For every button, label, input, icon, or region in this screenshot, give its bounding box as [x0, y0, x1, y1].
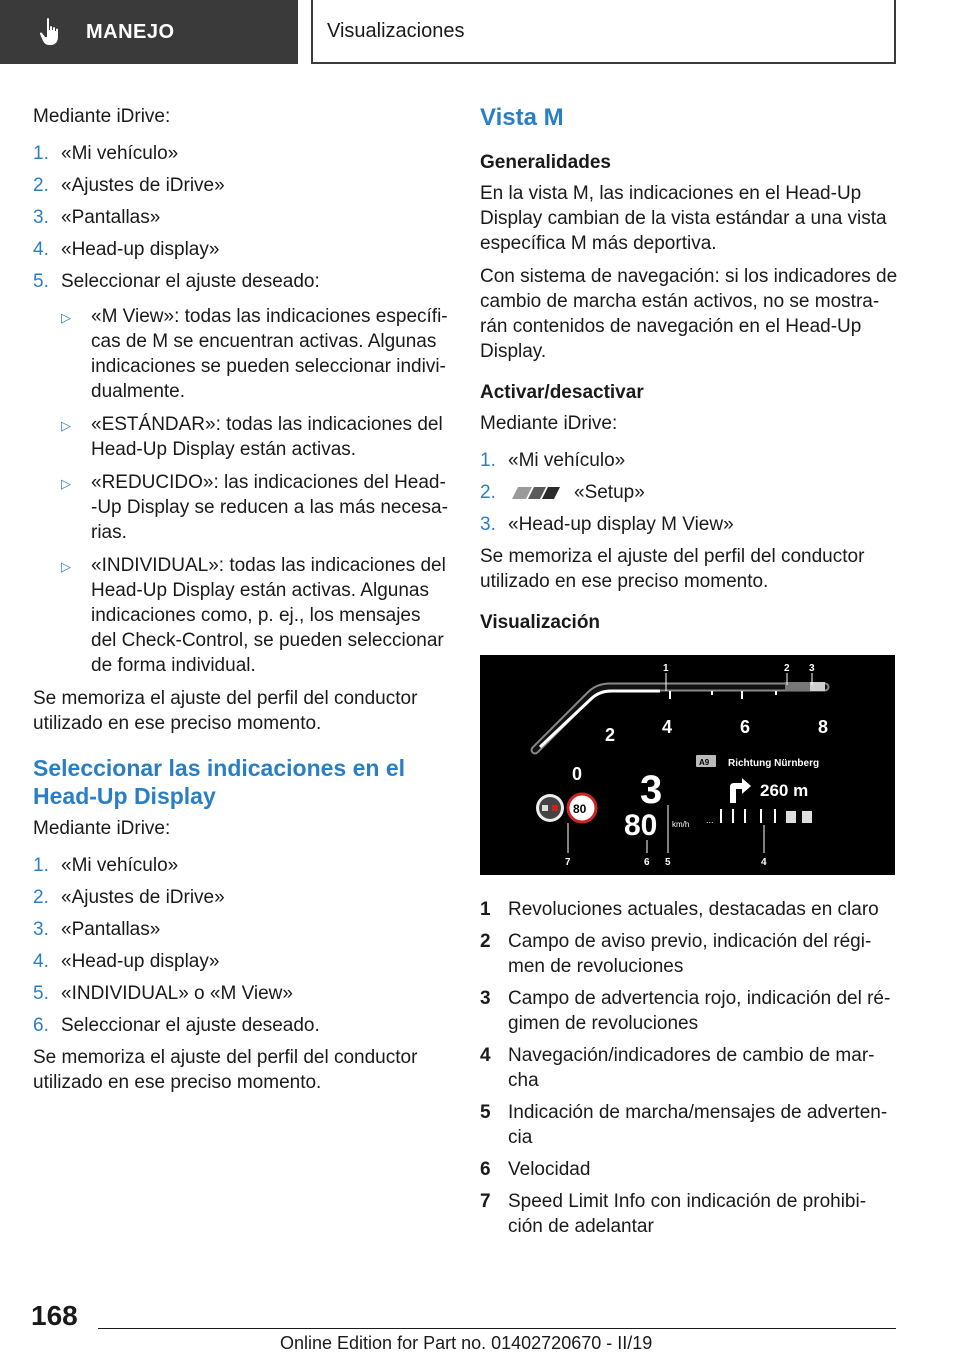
turn-right-arrow-icon [730, 778, 751, 803]
list-item: 2. «Setup» [480, 482, 645, 503]
callout-label: 7 [565, 857, 571, 868]
subheading: Generalidades [480, 152, 611, 173]
page-number: 168 [31, 1300, 78, 1331]
legend-item: 7 Speed Limit Info con indicación de prohibi-ción de adelantar [480, 1191, 867, 1237]
triangle-bullet-icon: ▷ [61, 559, 71, 574]
legend-item: 5 Indicación de marcha/mensajes de adverten-cia [480, 1102, 888, 1148]
rpm-scale-label: 2 [605, 725, 616, 745]
memo-text: Se memoriza el ajuste del perfil del conductor utilizado en ese preciso momento. [33, 688, 418, 734]
gear-indicator: 3 [640, 768, 663, 812]
page-title: Vista M [480, 104, 564, 131]
legend-item: 2 Campo de aviso previo, indicación del régi-men de revoluciones [480, 931, 872, 977]
list-item: 5. «INDIVIDUAL» o «M View» [33, 983, 293, 1004]
list-item: 1. «Mi vehículo» [33, 855, 179, 876]
list-item: 4. «Head-up display» [33, 951, 220, 972]
breadcrumb [311, 0, 896, 64]
list-item: 3. «Head-up display M View» [480, 514, 734, 535]
rpm-scale-label: 0 [572, 764, 583, 784]
list-item: 5. Seleccionar el ajuste deseado: [33, 271, 320, 292]
triangle-bullet-icon: ▷ [61, 418, 71, 433]
legend-item: 1 Revoluciones actuales, destacadas en claro [480, 899, 879, 920]
rpm-scale-label: 6 [740, 717, 751, 737]
list-item: 1. «Mi vehículo» [480, 450, 626, 471]
callout-label: 5 [665, 857, 671, 868]
paragraph: En la vista M, las indicaciones en el Head-Up Display cambian de la vista estándar a una vista específica M más deportiva. [480, 183, 887, 254]
hand-pointer-icon [38, 17, 66, 47]
memo-text: Se memoriza el ajuste del perfil del conductor utilizado en ese preciso momento. [33, 1047, 418, 1093]
callout-label: 3 [809, 663, 815, 674]
callout-label: 1 [663, 663, 669, 674]
route-badge: A9 [699, 758, 710, 767]
list-item: 2. «Ajustes de iDrive» [33, 175, 225, 196]
left-column [33, 104, 448, 1103]
right-column [480, 104, 898, 1246]
bullet-item: ▷ «REDUCIDO»: las indicaciones del Head--Up Display se reducen a las más necesa-rias. [61, 472, 448, 543]
hud-m-view-figure [480, 655, 895, 875]
callout-label: 6 [644, 857, 650, 868]
bullet-item: ▷ «M View»: todas las indicaciones específi-cas de M se encuentran activas. Algunas indicaciones se pueden seleccionar indivi-dualmente. [61, 306, 448, 402]
breadcrumb-label: Visualizaciones [327, 19, 465, 42]
list-item: 2. «Ajustes de iDrive» [33, 887, 225, 908]
list-item: 6. Seleccionar el ajuste deseado. [33, 1015, 320, 1036]
triangle-bullet-icon: ▷ [61, 476, 71, 491]
rpm-scale-label: 8 [818, 717, 829, 737]
intro-text: Mediante iDrive: [33, 818, 171, 839]
bullet-item: ▷ «ESTÁNDAR»: todas las indicaciones del Head-Up Display están activas. [61, 414, 443, 460]
section-tab [0, 0, 298, 64]
footer-divider [98, 1328, 896, 1329]
m-stripes-icon [508, 485, 564, 501]
lane-arrows-icon [720, 809, 812, 823]
speed-limit-value: 80 [573, 802, 587, 816]
distance-value: 260 m [760, 781, 809, 800]
callout-label: 4 [761, 857, 767, 868]
legend-item: 6 Velocidad [480, 1159, 591, 1180]
triangle-bullet-icon: ▷ [61, 310, 71, 325]
footer-edition: Online Edition for Part no. 01402720670 - II/19 [280, 1333, 653, 1353]
legend-item: 4 Navegación/indicadores de cambio de mar-cha [480, 1045, 875, 1091]
subheading: Visualización [480, 612, 601, 633]
paragraph: Con sistema de navegación: si los indicadores de cambio de marcha están activos, no se mostra-rán contenidos de navegación en el Head-Up Display. [480, 266, 898, 362]
subheading: Activar/desactivar [480, 382, 644, 403]
legend-item: 3 Campo de advertencia rojo, indicación del ré-gimen de revoluciones [480, 988, 891, 1034]
rpm-scale-label: 4 [662, 717, 673, 737]
bullet-item: ▷ «INDIVIDUAL»: todas las indicaciones del Head-Up Display están activas. Algunas indicaciones como, p. ej., los mensajes del Check-Control, se pueden seleccionar de forma individual. [61, 555, 446, 676]
speed-value: 80 [624, 809, 658, 842]
list-item: 1. «Mi vehículo» [33, 143, 179, 164]
intro-text: Mediante iDrive: [480, 413, 618, 434]
speed-unit: km/h [672, 820, 690, 829]
section-heading: Seleccionar las indicaciones en el Head-Up Display [33, 755, 406, 809]
list-item: 4. «Head-up display» [33, 239, 220, 260]
list-item: 3. «Pantallas» [33, 919, 161, 940]
list-item: 3. «Pantallas» [33, 207, 161, 228]
memo-text: Se memoriza el ajuste del perfil del conductor utilizado en ese preciso momento. [480, 546, 865, 592]
section-title: MANEJO [86, 20, 175, 43]
intro-text: Mediante iDrive: [33, 106, 171, 127]
callout-label: 2 [784, 663, 790, 674]
lane-dots: ... [706, 815, 714, 825]
route-text: Richtung Nürnberg [728, 758, 820, 769]
